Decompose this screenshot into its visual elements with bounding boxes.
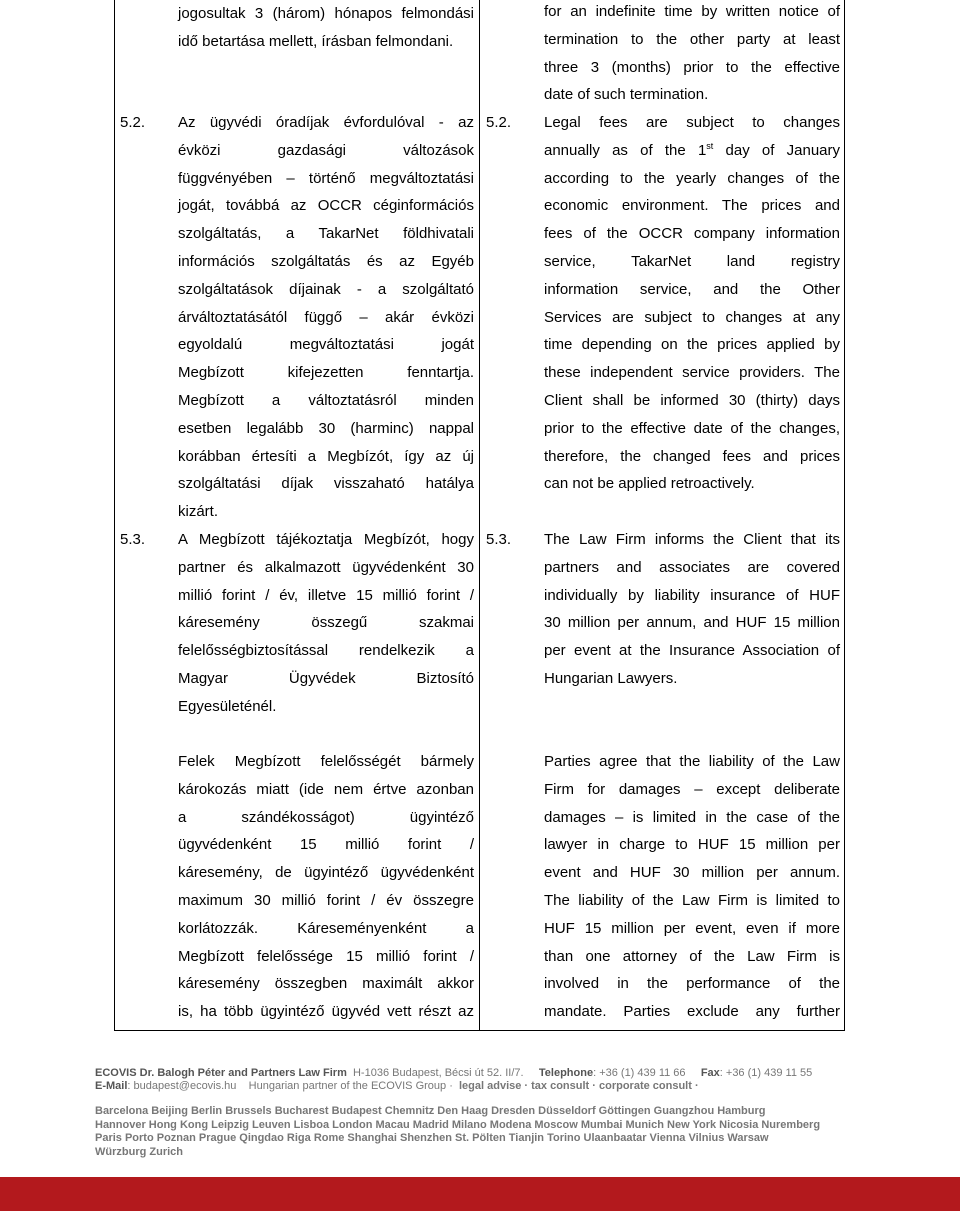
right-liab-line: The liability of the Law Firm is limited to	[544, 891, 840, 909]
left-liab-line: ügyvédenként 15 millió forint /	[178, 836, 474, 854]
right-s52-line: Services are subject to changes at any	[544, 308, 840, 326]
right-cont-line: date of such termination.	[544, 86, 709, 104]
left-s53-line: káresemény összegű szakmai	[178, 614, 474, 632]
left-cont-line: idő betartása mellett, írásban felmondani.	[178, 32, 454, 50]
footer-city-line: Hannover Hong Kong Leipzig Leuven Lisboa London Macau Madrid Milano Modena Moscow Mumbai Munich New York Nicosia Nuremberg	[95, 1118, 821, 1131]
left-s52-line: Az ügyvédi óradíjak évfordulóval - az	[178, 114, 474, 131]
left-s53-line: Egyesületénél.	[178, 697, 277, 715]
left-s52-line: egyoldalú megváltoztatási jogát	[178, 336, 474, 354]
right-liab-line: damages – is limited in the case of the	[544, 808, 840, 826]
footer-contact-line-1: ECOVIS Dr. Balogh Péter and Partners Law Firm H-1036 Budapest, Bécsi út 52. II/7. Telephone: +36 (1) 439 11 66 Fax: +36 (1) 439 11 55	[95, 1067, 813, 1079]
right-s53-line: Hungarian Lawyers.	[544, 669, 678, 687]
right-liab-line: Firm for damages – except deliberate	[544, 780, 840, 798]
left-s53-line: millió forint / év, illetve 15 millió forint /	[178, 586, 474, 604]
right-liab-line: event and HUF 30 million per annum.	[544, 864, 840, 882]
left-s52-line: évközi gazdasági változások	[178, 141, 474, 159]
left-s52-line: függvényében – történő megváltoztatási	[178, 169, 474, 187]
right-cont-line: three 3 (months) prior to the effective	[544, 58, 840, 76]
left-s52-line: kizárt.	[178, 503, 219, 521]
right-s52-line: according to the yearly changes of the	[544, 169, 840, 187]
right-s52-line: fees of the OCCR company information	[544, 225, 840, 243]
left-liab-line: maximum 30 millió forint / év összegre	[178, 891, 474, 909]
right-s52-line: economic environment. The prices and	[544, 197, 840, 215]
footer-city-line: Barcelona Beijing Berlin Brussels Bucharest Budapest Chemnitz Den Haag Dresden Düsseldorf Göttingen Guangzhou Hamburg	[95, 1105, 766, 1117]
right-liab-line: lawyer in charge to HUF 15 million per	[544, 836, 840, 854]
left-liab-line: károkozás miatt (ide nem értve azonban	[178, 780, 474, 798]
right-continuation-text	[544, 0, 840, 109]
left-section-number-5-3: 5.3.	[120, 531, 146, 548]
left-continuation-text	[178, 0, 474, 56]
right-section-number-5-2: 5.2.	[486, 114, 512, 131]
footer-fax: : +36 (1) 439 11 55	[719, 1067, 813, 1079]
left-liab-line: korlátozzák. Káreseményenként a	[178, 919, 474, 937]
footer-city-line: Würzburg Zurich	[95, 1145, 183, 1158]
right-s53-line: per event at the Insurance Association of	[544, 642, 840, 660]
left-liab-line: is, ha több ügyintéző ügyvéd vett részt az	[178, 1003, 474, 1021]
left-s52-line: információs szolgáltatás és az Egyéb	[178, 252, 474, 270]
right-s52-line-with-sup: annually as of the 1st day of January	[544, 140, 840, 159]
right-s52-line: service, TakarNet land registry	[544, 252, 840, 270]
left-s53-line: felelősségbiztosítással rendelkezik a	[178, 642, 474, 660]
left-s52-line: árváltoztatásától függő – akár évközi	[178, 308, 474, 326]
right-s53-line: The Law Firm informs the Client that its	[544, 531, 840, 548]
right-s53-line: 30 million per annum, and HUF 15 million	[544, 614, 840, 632]
right-s52-line: Legal fees are subject to changes	[544, 114, 840, 131]
right-s52-line: can not be applied retroactively.	[544, 475, 755, 493]
right-s52-line: therefore, the changed fees and prices	[544, 447, 840, 465]
right-cont-line: termination to the other party at least	[544, 30, 840, 48]
left-s52-line: korábban értesíti a Megbízót, így az új	[178, 447, 474, 465]
left-section-number-5-2: 5.2.	[120, 114, 146, 131]
left-section-5-2-text	[178, 109, 474, 526]
footer-email-link[interactable]: : budapest@ecovis.hu	[127, 1080, 237, 1092]
right-s52-line: prior to the effective date of the changes,	[544, 419, 840, 437]
footer-address: H-1036 Budapest, Bécsi út 52. II/7.	[352, 1067, 524, 1079]
right-s52-line: Client shall be informed 30 (thirty) days	[544, 391, 840, 409]
right-s52-line: information service, and the Other	[544, 280, 840, 298]
left-liability-text	[178, 748, 474, 1026]
footer-partner-text: Hungarian partner of the ECOVIS Group ·	[248, 1080, 453, 1092]
left-s53-line: partner és alkalmazott ügyvédenként 30	[178, 558, 474, 576]
left-s52-line: Megbízott kifejezetten fenntartja.	[178, 364, 474, 382]
left-liab-line: Felek Megbízott felelősségét bármely	[178, 753, 474, 770]
right-liab-line: than one attorney of the Law Firm is	[544, 947, 840, 965]
right-s53-line: individually by liability insurance of HUF	[544, 586, 840, 604]
right-liab-line: HUF 15 million per event, even if more	[544, 919, 840, 937]
left-s53-line: A Megbízott tájékoztatja Megbízót, hogy	[178, 531, 474, 548]
footer-city-line: Paris Porto Poznan Prague Qingdao Riga Rome Shanghai Shenzhen St. Pölten Tianjin Torino Ulaanbaatar Vienna Vilnius Warsaw	[95, 1132, 769, 1144]
footer-brand-bar	[0, 1177, 960, 1211]
left-s52-line: szolgáltatás, a TakarNet földhivatali	[178, 225, 474, 243]
left-s52-line: Megbízott a változtatásról minden	[178, 391, 474, 409]
left-cont-line: jogosultak 3 (három) hónapos felmondási	[178, 5, 474, 22]
left-s53-line: Magyar Ügyvédek Biztosító	[178, 669, 474, 687]
left-liab-line: Megbízott felelőssége 15 millió forint /	[178, 947, 474, 965]
right-section-5-3-text	[544, 526, 840, 693]
right-liab-line: mandate. Parties exclude any further	[544, 1003, 840, 1021]
footer-services: legal advise · tax consult · corporate consult ·	[459, 1080, 699, 1092]
left-s52-line: esetben legalább 30 (harminc) nappal	[178, 419, 474, 437]
column-divider	[479, 0, 480, 1031]
right-liab-line: involved in the performance of the	[544, 975, 840, 993]
right-section-5-2-text	[544, 109, 840, 498]
left-liab-line: káresemény, de ügyintéző ügyvédenként	[178, 864, 474, 882]
left-liab-line: a szándékosságot) ügyintéző	[178, 808, 474, 826]
left-liab-line: káresemény összegben maximált akkor	[178, 975, 474, 993]
footer-phone: : +36 (1) 439 11 66	[593, 1067, 686, 1079]
footer-firm-name: ECOVIS Dr. Balogh Péter and Partners Law Firm	[95, 1067, 347, 1079]
right-s52-line: these independent service providers. The	[544, 364, 840, 382]
left-s52-line: szolgáltatási díjak visszaható hatálya	[178, 475, 474, 493]
right-s53-line: partners and associates are covered	[544, 558, 840, 576]
left-s52-line: szolgáltatások díjainak - a szolgáltató	[178, 280, 474, 298]
footer-cities	[95, 1105, 820, 1159]
right-liab-line: Parties agree that the liability of the Law	[544, 753, 840, 770]
left-s52-line: jogát, továbbá az OCCR céginformációs	[178, 197, 474, 215]
right-s52-line: time depending on the prices applied by	[544, 336, 840, 354]
right-cont-line: for an indefinite time by written notice of	[544, 3, 840, 20]
right-section-number-5-3: 5.3.	[486, 531, 512, 548]
footer-contact-line-2: E-Mail: budapest@ecovis.hu Hungarian partner of the ECOVIS Group · legal advise · tax consult · corporate consult ·	[95, 1080, 699, 1092]
right-liability-text	[544, 748, 840, 1026]
left-section-5-3-text	[178, 526, 474, 721]
